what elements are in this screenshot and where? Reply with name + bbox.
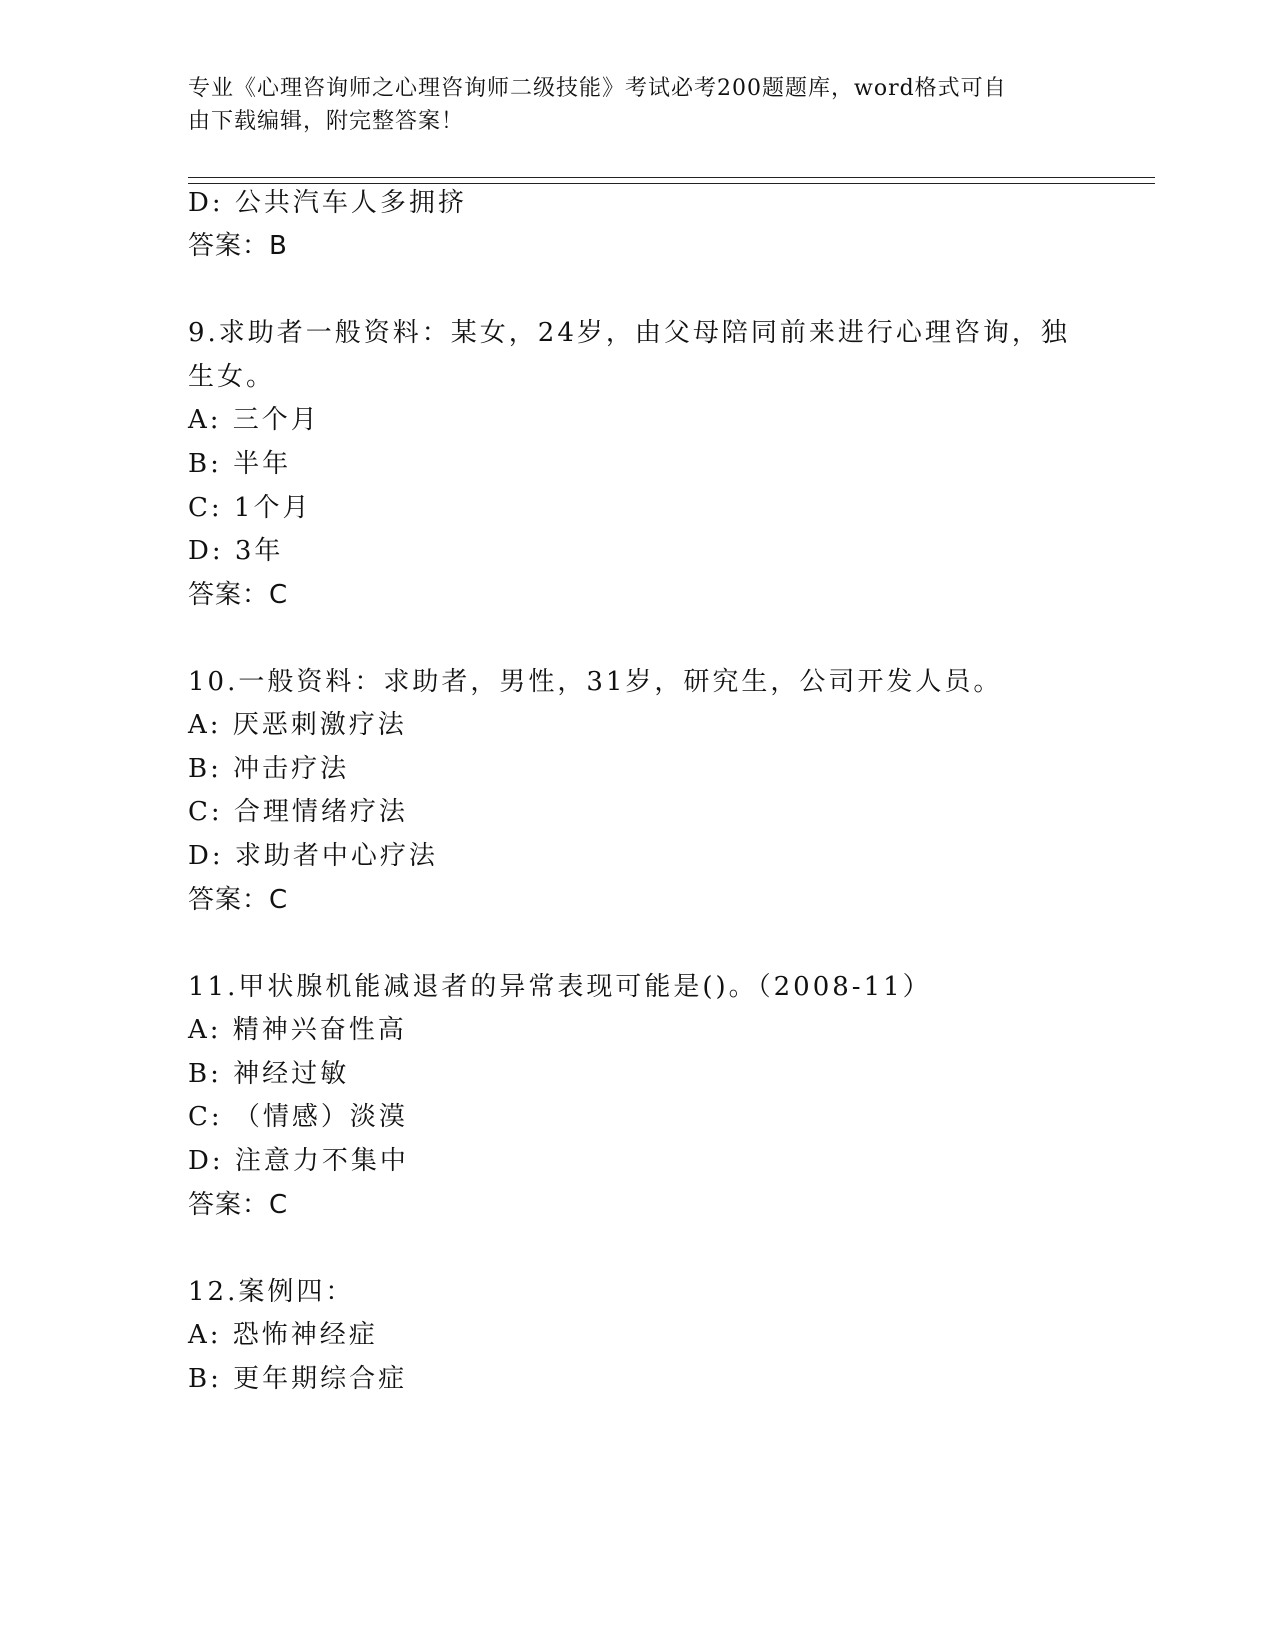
- question-11-stem: 11.甲状腺机能减退者的异常表现可能是()。（2008-11）: [188, 972, 932, 1002]
- question-10-option-b: B: 冲击疗法: [188, 754, 350, 784]
- header-title-line-1: 专业《心理咨询师之心理咨询师二级技能》考试必考200题题库，word格式可自: [188, 76, 1007, 101]
- question-9-answer: 答案：C: [188, 580, 289, 610]
- question-11-option-b: B: 神经过敏: [188, 1059, 350, 1089]
- question-10-option-c: C: 合理情绪疗法: [188, 797, 408, 827]
- question-9-option-c: C: 1个月: [188, 493, 312, 523]
- question-9-option-a: A: 三个月: [188, 405, 320, 435]
- prev-question-answer: 答案：B: [188, 231, 288, 261]
- question-10-answer: 答案：C: [188, 885, 289, 915]
- question-11-option-d: D: 注意力不集中: [188, 1146, 409, 1176]
- question-9-stem-line-2: 生女。: [188, 362, 276, 392]
- prev-question-option-d: D: 公共汽车人多拥挤: [188, 188, 467, 218]
- document-header: [188, 72, 1068, 138]
- question-10-stem: 10.一般资料：求助者，男性，31岁，研究生，公司开发人员。: [188, 667, 1003, 697]
- question-11-answer: 答案：C: [188, 1190, 289, 1220]
- question-9-option-d: D: 3年: [188, 536, 284, 566]
- question-9-stem-line-1: 9.求助者一般资料：某女，24岁，由父母陪同前来进行心理咨询，独: [188, 318, 1070, 348]
- header-divider-top: [188, 177, 1155, 178]
- header-divider-bottom: [188, 183, 1155, 184]
- question-12-option-a: A: 恐怖神经症: [188, 1320, 378, 1350]
- question-11-option-c: C: （情感）淡漠: [188, 1102, 408, 1132]
- question-9-option-b: B: 半年: [188, 449, 292, 479]
- question-11-option-a: A: 精神兴奋性高: [188, 1015, 407, 1045]
- header-title-line-2: 由下载编辑，附完整答案！: [188, 109, 465, 134]
- question-12-option-b: B: 更年期综合症: [188, 1364, 408, 1394]
- question-10-option-d: D: 求助者中心疗法: [188, 841, 438, 871]
- question-12-stem: 12.案例四：: [188, 1277, 355, 1307]
- question-10-option-a: A: 厌恶刺激疗法: [188, 710, 407, 740]
